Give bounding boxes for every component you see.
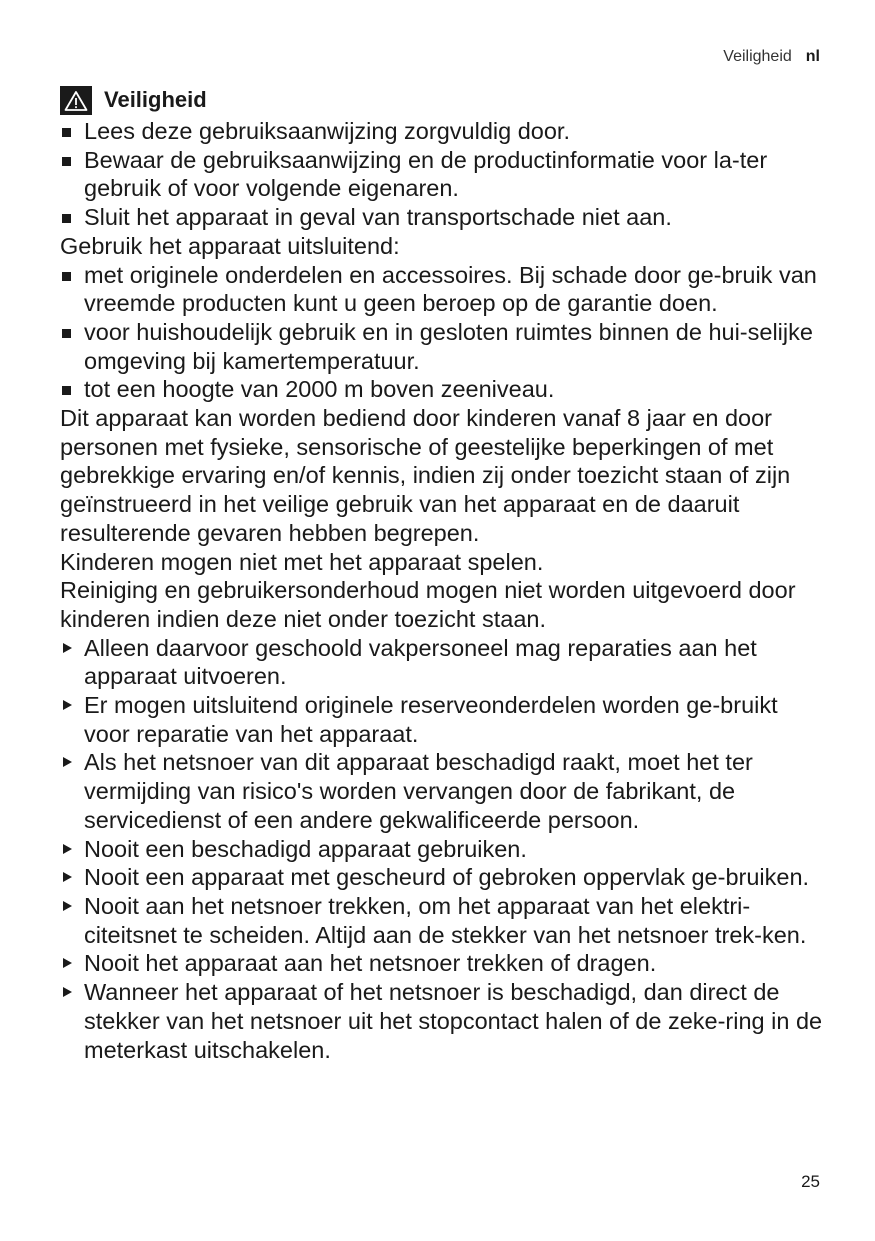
section-heading — [60, 86, 825, 115]
list-item: Nooit aan het netsnoer trekken, om het apparaat van het elektri-citeitsnet te scheiden. Altijd aan de stekker van het netsnoer trek-ken. — [60, 892, 825, 949]
list-item: met originele onderdelen en accessoires. Bij schade door ge-bruik van vreemde producten kunt u geen beroep op de garantie doen. — [60, 261, 825, 318]
list-item: Bewaar de gebruiksaanwijzing en de productinformatie voor la-ter gebruik of voor volgende eigenaren. — [60, 146, 825, 203]
list-item: Nooit het apparaat aan het netsnoer trekken of dragen. — [60, 949, 825, 978]
cleaning-paragraph: Reiniging en gebruikersonderhoud mogen niet worden uitgevoerd door kinderen indien deze niet onder toezicht staan. — [60, 577, 796, 632]
page-content — [60, 86, 825, 1064]
list-item: Lees deze gebruiksaanwijzing zorgvuldig door. — [60, 117, 825, 146]
header-section-title: Veiligheid — [723, 48, 792, 65]
usage-bullet-list — [60, 261, 825, 405]
list-item: Wanneer het apparaat of het netsnoer is beschadigd, dan direct de stekker van het netsnoer uit het stopcontact halen of de zeke-ring in de meterkast uitschakelen. — [60, 978, 825, 1064]
intro-bullet-list — [60, 117, 825, 232]
children-paragraph: Dit apparaat kan worden bediend door kinderen vanaf 8 jaar en door personen met fysieke, sensorische of geestelijke beperkingen of met gebrekkige ervaring en/of kennis, indien zij onder toezicht staan of zijn geïnstrueerd in het veilige gebruik van het apparaat en de daaruit resulterende gevaren hebben begrepen. — [60, 405, 791, 546]
list-item: Sluit het apparaat in geval van transportschade niet aan. — [60, 203, 825, 232]
header-language-code: nl — [805, 48, 820, 65]
usage-intro: Gebruik het apparaat uitsluitend: — [60, 232, 400, 259]
list-item: Nooit een beschadigd apparaat gebruiken. — [60, 835, 825, 864]
list-item: voor huishoudelijk gebruik en in gesloten ruimtes binnen de hui-selijke omgeving bij kamertemperatuur. — [60, 318, 825, 375]
section-title: Veiligheid — [104, 87, 207, 113]
running-header — [723, 48, 820, 66]
list-item: Nooit een apparaat met gescheurd of gebroken oppervlak ge-bruiken. — [60, 863, 825, 892]
children-play-paragraph: Kinderen mogen niet met het apparaat spelen. — [60, 548, 544, 575]
list-item: Als het netsnoer van dit apparaat beschadigd raakt, moet het ter vermijding van risico's worden vervangen door de fabrikant, de servicedienst of een andere gekwalificeerde persoon. — [60, 748, 825, 834]
action-bullet-list — [60, 634, 825, 1065]
list-item: Alleen daarvoor geschoold vakpersoneel mag reparaties aan het apparaat uitvoeren. — [60, 634, 825, 691]
warning-triangle-icon — [60, 86, 92, 115]
page-number: 25 — [801, 1172, 820, 1191]
list-item: tot een hoogte van 2000 m boven zeeniveau. — [60, 375, 825, 404]
list-item: Er mogen uitsluitend originele reserveonderdelen worden ge-bruikt voor reparatie van het apparaat. — [60, 691, 825, 748]
